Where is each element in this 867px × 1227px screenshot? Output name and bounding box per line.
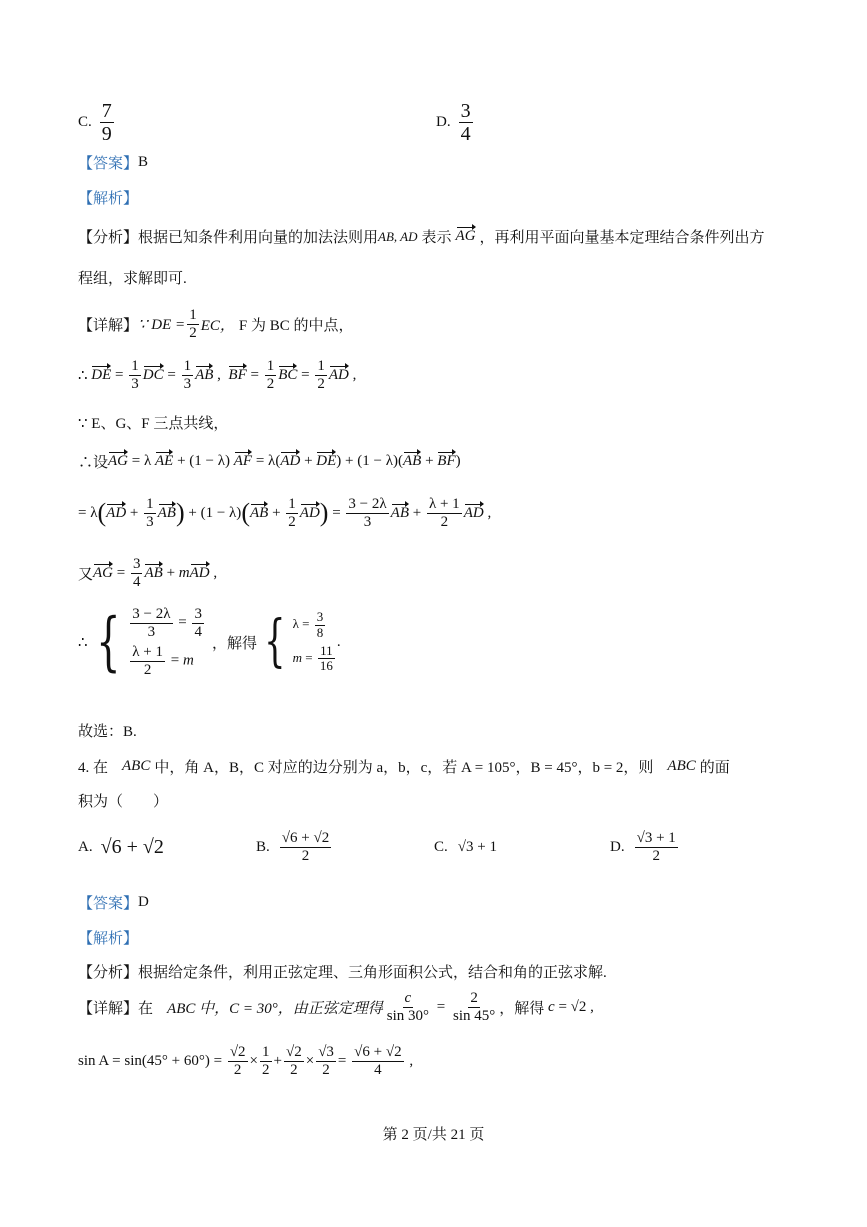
q4-stem-line-2 bbox=[78, 790, 168, 811]
page-footer: 第 2 页/共 21 页 bbox=[382, 1127, 485, 1143]
text: ∴设 bbox=[78, 455, 109, 471]
fenxi-tag: 【分析】 bbox=[78, 965, 139, 981]
option-letter: D. bbox=[610, 838, 625, 855]
q4-detail-line-2: sin A = sin(45° + 60°) = $\frac{√2}{2}$ × $\frac{1}{2}$ + $\frac{√2}{2}$ × $\frac{√3}{2}$ = $\frac{√6 + √2}{4}$ , bbox=[78, 1044, 414, 1078]
analysis-tag bbox=[78, 927, 138, 948]
answer-value: B bbox=[138, 154, 149, 170]
text: ，再利用平面向量基本定理结合条件列出方 bbox=[479, 230, 765, 246]
text: 的面 bbox=[699, 760, 730, 776]
text: 4. 在 bbox=[78, 760, 109, 776]
math: EC， bbox=[200, 317, 235, 334]
answer-tag: 【答案】 bbox=[78, 156, 139, 172]
detail-line-4: ∴设 AG = λ AE + (1 − λ) AF = λ( AD + DE ) + (1 − λ)( AB + BF ) bbox=[78, 453, 461, 471]
triangle-name: ABC bbox=[667, 758, 696, 774]
text: 中，角 A，B，C 对应的边分别为 a，b，c，若 A = 105°，B = 45°，b = 2，则 bbox=[154, 760, 654, 776]
option-c bbox=[78, 100, 116, 145]
text: sin A = sin(45° + 60°) = bbox=[78, 1052, 223, 1069]
math: ∵ DE = bbox=[138, 316, 186, 333]
option-text: √6 + √2 bbox=[100, 835, 164, 858]
q4-detail-line-1: 【详解】 在 ABC 中，C = 30°，由正弦定理得 $\frac{c}{\sin 30^\circ}$ = $\frac{2}{\sin 45^\circ}$ ，解得 c = √2 , bbox=[78, 990, 594, 1024]
detail-line-1 bbox=[78, 307, 353, 341]
option-letter: C. bbox=[78, 114, 92, 130]
detail-tag: 【详解】 bbox=[78, 317, 139, 334]
denominator: 4 bbox=[460, 123, 471, 145]
text: ∵ E、G、F 三点共线， bbox=[78, 416, 229, 432]
equation-system: $\frac{3 - 2\lambda}{3}$ = $\frac{3}{4}$ $\frac{\lambda + 1}{2}$ = m bbox=[132, 606, 202, 678]
math: AB, AD bbox=[378, 228, 418, 244]
detail-tag: 【详解】 bbox=[78, 1000, 139, 1017]
option-letter: C. bbox=[434, 838, 448, 855]
text: 积为（ ） bbox=[78, 794, 169, 810]
text: F 为 BC 的中点， bbox=[238, 317, 354, 334]
fenxi-tag: 【分析】 bbox=[78, 230, 139, 246]
solution-system: λ = $\frac{3}{8}$ m = $\frac{11}{16}$ bbox=[292, 609, 333, 674]
text: ，解得 bbox=[211, 635, 257, 652]
fenxi-line-1 bbox=[78, 226, 765, 247]
text: ∴ bbox=[78, 634, 88, 651]
q4-options bbox=[78, 830, 680, 864]
text: 根据已知条件利用向量的加法法则用 bbox=[138, 230, 379, 246]
fenxi-line-2 bbox=[78, 267, 187, 288]
option-letter: A. bbox=[78, 838, 93, 855]
analysis-label: 【解析】 bbox=[78, 191, 139, 207]
text: 程组，求解即可. bbox=[78, 271, 187, 287]
numerator: 7 bbox=[101, 100, 112, 122]
text: 又 bbox=[78, 566, 94, 583]
text: 故选：B. bbox=[78, 724, 137, 740]
option-letter: D. bbox=[436, 114, 451, 130]
option-c bbox=[434, 839, 610, 856]
analysis-label: 【解析】 bbox=[78, 931, 139, 947]
text: 在 bbox=[138, 1000, 154, 1017]
detail-line-system: ∴ { $\frac{3 - 2\lambda}{3}$ = $\frac{3}{4}$ $\frac{\lambda + 1}{2}$ = m ，解得 { λ = $\frac{3}{8}$ m = $\frac{11}{16}$ . bbox=[78, 605, 341, 679]
option-b: B. $\frac{√6 + √2}{2}$ bbox=[256, 830, 330, 864]
triangle-name: ABC bbox=[122, 758, 151, 774]
answer-line bbox=[78, 892, 149, 913]
option-text: √3 + 1 bbox=[457, 838, 497, 855]
text: 根据给定条件，利用正弦定理、三角形面积公式，结合和角的正弦求解. bbox=[138, 965, 607, 981]
detail-line-2: ∴ DE = $\frac{1}{3}$ DC = $\frac{1}{3}$ AB , BF = $\frac{1}{2}$ BC = $\frac{1}{2}$ AD , bbox=[78, 358, 357, 392]
option-a bbox=[78, 836, 256, 859]
detail-line-5: = λ ( AD + $\frac{1}{3}$ AB ) + (1 − λ) ( AB + $\frac{1}{2}$ AD ) = $\frac{3 - 2\lambda}{3}$ AB + $\frac{\lambda + 1}{2}$ AD , bbox=[78, 496, 492, 530]
option-d: D. $\frac{√3 + 1}{2}$ bbox=[610, 830, 676, 864]
q4-fenxi bbox=[78, 961, 607, 982]
analysis-tag bbox=[78, 187, 138, 208]
option-d bbox=[436, 100, 475, 145]
fraction: $\frac{1}{2}$ bbox=[189, 307, 197, 341]
answer-value: D bbox=[138, 894, 149, 910]
conclusion bbox=[78, 720, 137, 741]
numerator: 3 bbox=[460, 100, 471, 122]
text: ，解得 bbox=[499, 1000, 545, 1017]
q4-stem-line-1 bbox=[78, 756, 730, 777]
fraction bbox=[459, 100, 473, 145]
detail-line-3 bbox=[78, 412, 228, 433]
denominator: 9 bbox=[101, 123, 112, 145]
text: 表示 bbox=[421, 230, 452, 246]
option-letter: B. bbox=[256, 838, 270, 855]
answer-tag: 【答案】 bbox=[78, 896, 139, 912]
fraction bbox=[100, 100, 114, 145]
text: ABC 中，C = 30°，由正弦定理得 bbox=[167, 1000, 383, 1017]
vector: AG bbox=[455, 228, 476, 244]
detail-line-6: 又 AG = $\frac{3}{4}$ AB + m AD , bbox=[78, 556, 218, 590]
answer-line bbox=[78, 152, 148, 173]
